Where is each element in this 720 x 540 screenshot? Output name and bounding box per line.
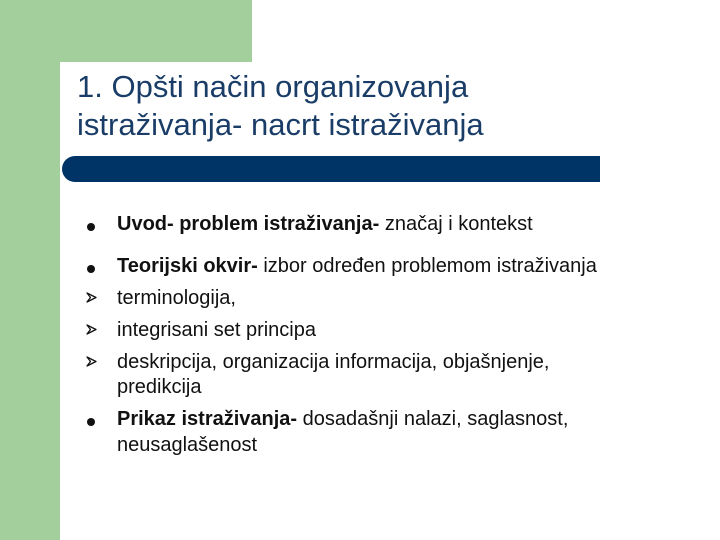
list-item-deskripcija-cont: predikcija	[117, 376, 202, 398]
item-heading: Teorijski okvir-	[117, 255, 258, 277]
item-heading: Prikaz istraživanja-	[117, 408, 298, 430]
title-line-1: 1. Opšti način organizovanja	[77, 69, 469, 104]
list-item-prikaz	[117, 408, 568, 431]
item-text: značaj i kontekst	[379, 213, 533, 235]
list-item-prikaz-cont: neusaglašenost	[117, 434, 258, 456]
arrow-bullet-icon	[86, 292, 97, 303]
arrow-bullet-icon	[86, 356, 97, 367]
item-heading: Uvod- problem istraživanja-	[117, 213, 380, 235]
item-text: izbor određen problemom istraživanja	[257, 255, 597, 277]
round-bullet-icon	[87, 223, 95, 231]
list-item-teorijski-okvir	[117, 255, 597, 278]
title-line-2: istraživanja- nacrt istraživanja	[77, 107, 484, 142]
arrow-bullet-icon	[86, 324, 97, 335]
list-item-terminologija: terminologija,	[117, 287, 236, 309]
round-bullet-icon	[87, 265, 95, 273]
round-bullet-icon	[87, 418, 95, 426]
list-item-deskripcija: deskripcija, organizacija informacija, objašnjenje,	[117, 351, 550, 373]
list-item-principi: integrisani set principa	[117, 319, 316, 341]
list-item-uvod	[117, 213, 533, 236]
item-text: dosadašnji nalazi, saglasnost,	[297, 408, 569, 430]
